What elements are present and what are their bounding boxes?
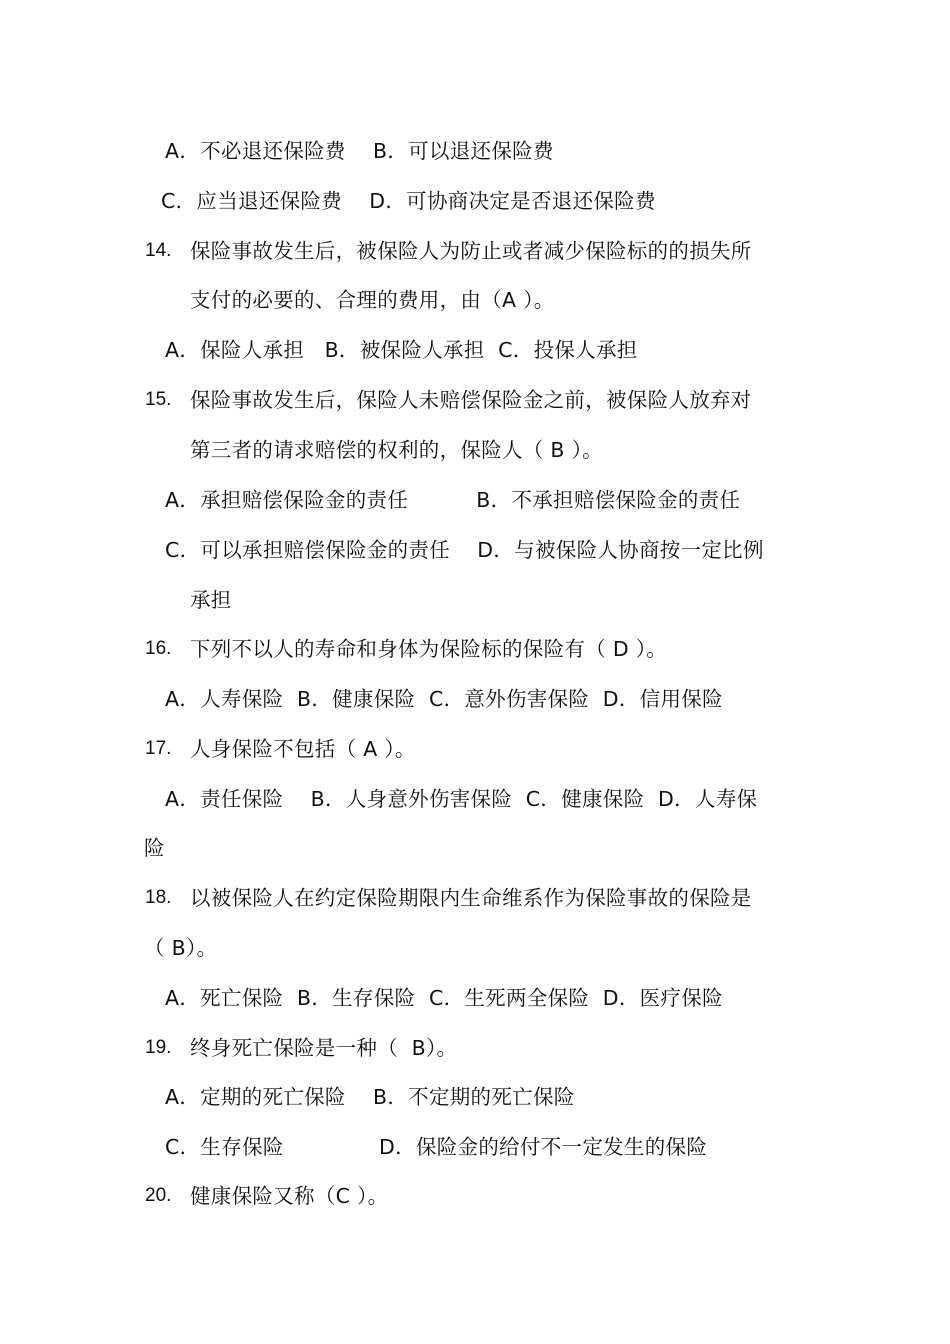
q19-options-ab: A．定期的死亡保险 B．不定期的死亡保险 — [165, 1085, 575, 1109]
question-number-17: 17. — [145, 738, 172, 759]
question-number-16: 16. — [145, 638, 172, 659]
question-number-20: 20. — [145, 1185, 172, 1206]
q14-options: A．保险人承担 B．被保险人承担 C．投保人承担 — [165, 338, 638, 362]
q15-options-ab: A．承担赔偿保险金的责任 B．不承担赔偿保险金的责任 — [165, 488, 741, 512]
question-number-14: 14. — [145, 240, 172, 261]
q15-options-cd: C．可以承担赔偿保险金的责任 D．与被保险人协商按一定比例 — [165, 538, 764, 562]
question-17-text: 人身保险不包括（ A ）。 — [190, 737, 416, 761]
q19-options-cd: C．生存保险 D．保险金的给付不一定发生的保险 — [165, 1135, 708, 1159]
question-number-19: 19. — [145, 1037, 172, 1058]
question-19-text: 终身死亡保险是一种（ B）。 — [190, 1036, 458, 1060]
q13-options-ab: A．不必退还保险费 B．可以退还保险费 — [165, 139, 554, 163]
question-number-18: 18. — [145, 887, 172, 908]
question-20-text: 健康保险又称（C ）。 — [190, 1184, 389, 1208]
question-14-continuation: 支付的必要的、合理的费用，由（A ）。 — [190, 288, 555, 312]
question-15-text: 保险事故发生后，保险人未赔偿保险金之前，被保险人放弃对 — [190, 388, 752, 412]
question-14-text: 保险事故发生后，被保险人为防止或者减少保险标的的损失所 — [190, 239, 752, 263]
question-18-wrap: （ B）。 — [144, 936, 218, 960]
q17-options: A．责任保险 B．人身意外伤害保险 C．健康保险 D．人寿保 — [165, 787, 758, 811]
q15-option-d-continuation: 承担 — [190, 588, 232, 612]
question-18-text: 以被保险人在约定保险期限内生命维系作为保险事故的保险是 — [190, 886, 752, 910]
question-16-text: 下列不以人的寿命和身体为保险标的保险有（ D ）。 — [190, 637, 668, 661]
q16-options: A．人寿保险 B．健康保险 C．意外伤害保险 D．信用保险 — [165, 687, 723, 711]
q13-options-cd: C．应当退还保险费 D．可协商决定是否退还保险费 — [161, 189, 656, 213]
q18-options: A．死亡保险 B．生存保险 C．生死两全保险 D．医疗保险 — [165, 986, 723, 1010]
q17-options-wrap: 险 — [144, 836, 165, 860]
question-15-continuation: 第三者的请求赔偿的权利的，保险人（ B ）。 — [190, 438, 603, 462]
question-number-15: 15. — [145, 389, 172, 410]
